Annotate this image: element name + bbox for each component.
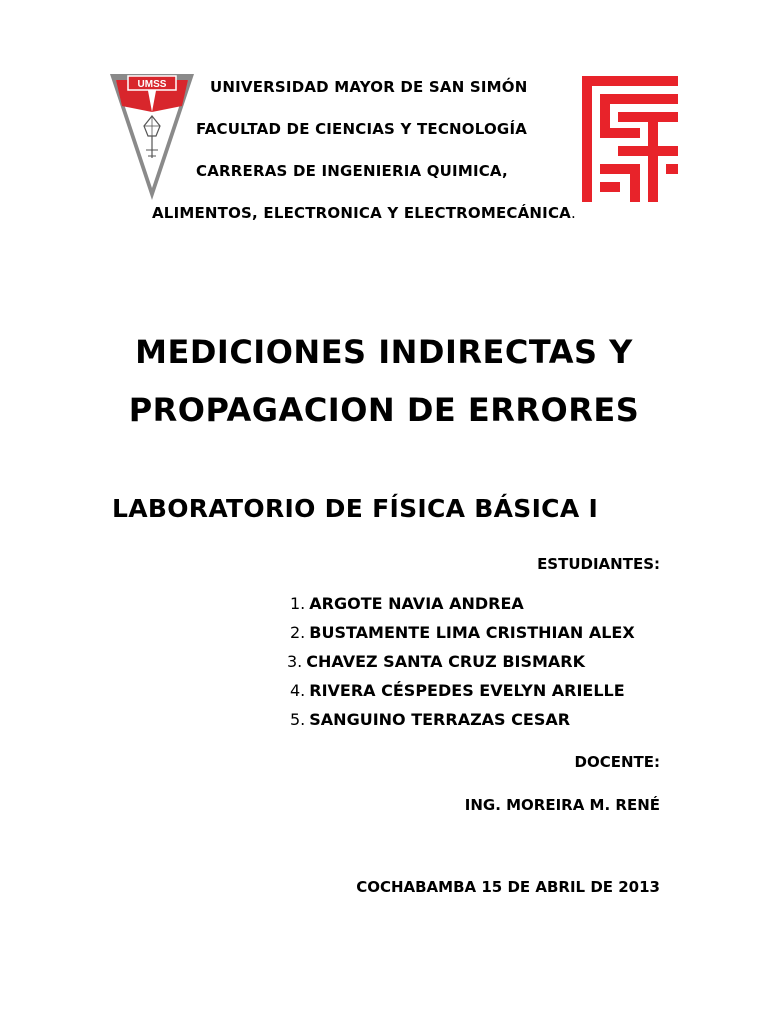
list-item [290,623,635,642]
umss-logo-text: UMSS [137,79,167,90]
student-number: 3. [287,652,303,671]
umss-logo [108,72,196,202]
students-label: ESTUDIANTES: [537,555,660,573]
student-name: ARGOTE NAVIA ANDREA [309,594,524,613]
list-item [290,710,570,729]
list-item [290,681,625,700]
student-name: BUSTAMENTE LIMA CRISTHIAN ALEX [309,623,635,642]
student-number: 4. [290,681,306,700]
student-name: CHAVEZ SANTA CRUZ BISMARK [306,652,586,671]
student-number: 1. [290,594,306,613]
report-title-line-1: MEDICIONES INDIRECTAS Y [135,333,633,371]
list-item [290,594,524,613]
report-title-line-2: PROPAGACION DE ERRORES [128,391,640,429]
student-number: 5. [290,710,306,729]
careers-line-1: CARRERAS DE INGENIERIA QUIMICA, [196,162,508,180]
teacher-name: ING. MOREIRA M. RENÉ [464,796,660,814]
careers-line-2-text: ALIMENTOS, ELECTRONICA Y ELECTROMECÁNICA [152,204,571,222]
faculty-name: FACULTAD DE CIENCIAS Y TECNOLOGÍA [196,120,528,138]
course-subtitle: LABORATORIO DE FÍSICA BÁSICA I [112,494,599,523]
student-name: RIVERA CÉSPEDES EVELYN ARIELLE [309,681,625,700]
careers-line-2-period: . [570,204,576,222]
careers-line-2 [152,204,576,222]
place-date: COCHABAMBA 15 DE ABRIL DE 2013 [356,878,660,896]
student-number: 2. [290,623,306,642]
student-name: SANGUINO TERRAZAS CESAR [309,710,571,729]
university-name: UNIVERSIDAD MAYOR DE SAN SIMÓN [210,78,528,96]
list-item [287,652,585,671]
fcyt-logo [582,76,678,202]
teacher-label: DOCENTE: [574,753,660,771]
